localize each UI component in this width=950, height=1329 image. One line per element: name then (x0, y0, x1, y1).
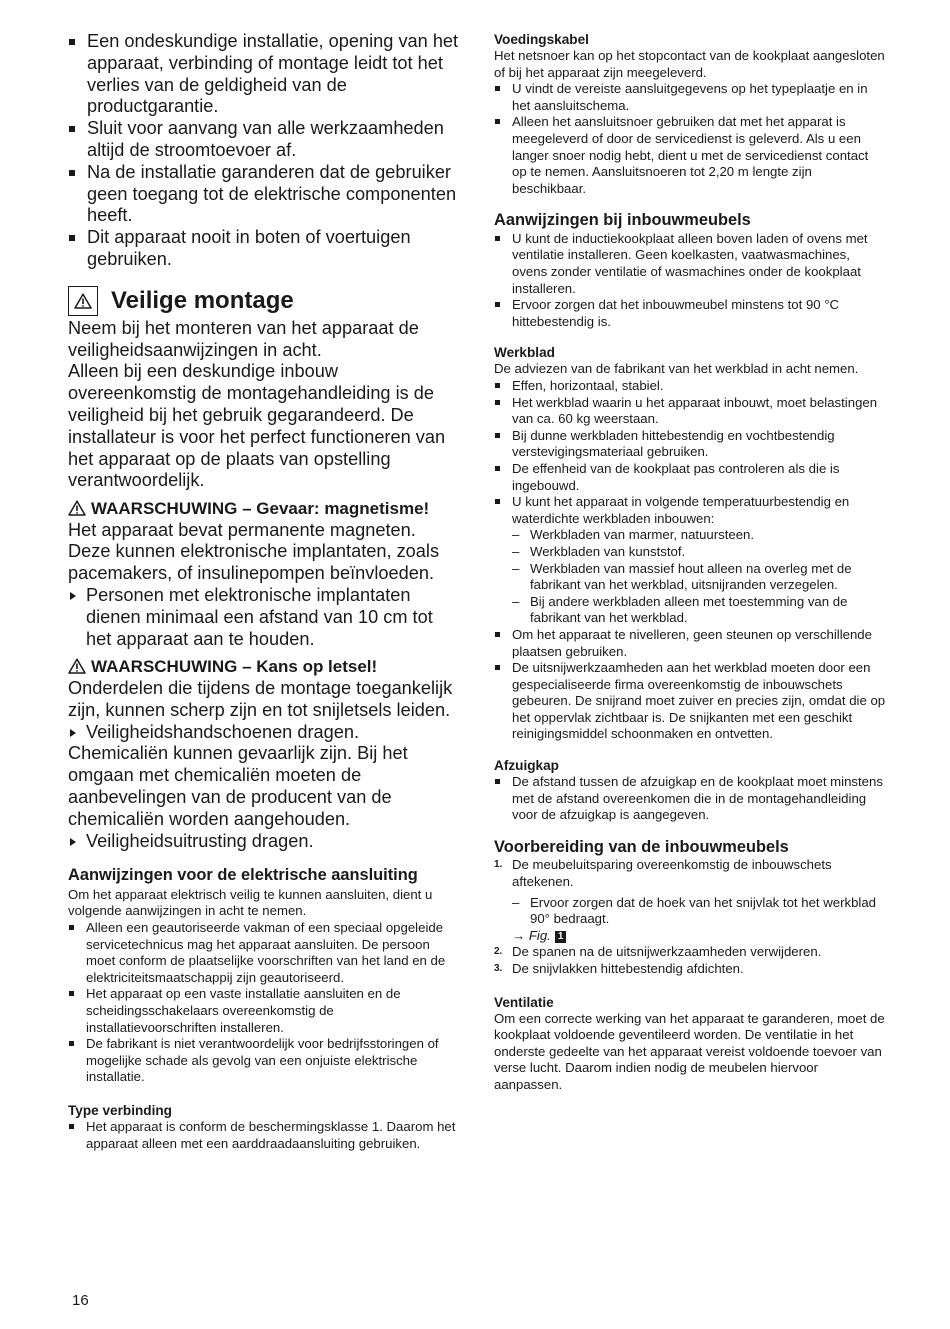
list-item: Ervoor zorgen dat het inbouwmeubel minstens tot 90 °C hittebestendig is. (494, 297, 886, 330)
list-item: De effenheid van de kookplaat pas controleren als die is ingebouwd. (494, 461, 886, 494)
step-text: De spanen na de uitsnijwerkzaamheden verwijderen. (512, 944, 822, 960)
step-dash-list (512, 895, 886, 928)
warning-triangle-icon (68, 500, 86, 516)
warning-text: Onderdelen die tijdens de montage toegankelijk zijn, kunnen scherp zijn en tot snijletsels leiden. (68, 677, 453, 720)
list-item: Het werkblad waarin u het apparaat inbouwt, moet belastingen van ca. 60 kg weerstaan. (494, 395, 886, 428)
step-text: Veiligheidshandschoenen dragen. (86, 721, 360, 742)
step-number: 3. (494, 962, 503, 974)
subheading-werkblad: Werkblad (494, 345, 555, 361)
numbered-step (494, 944, 886, 961)
step-arrow-icon (70, 592, 76, 600)
voorbereiding-step-list (494, 857, 886, 977)
step-text: Veiligheidsuitrusting dragen. (86, 830, 314, 851)
subheading-afzuigkap: Afzuigkap (494, 758, 559, 774)
right-column (494, 31, 886, 1093)
list-item: Alleen een geautoriseerde vakman of een speciaal opgeleide servicetechnicus mag het apparaat aansluiten. De persoon moet conform de plaatselijke voorschriften van het land en de elektriciteitsmaatschappij zijn geautoriseerd. (68, 920, 460, 986)
figure-number-badge: 1 (555, 931, 567, 943)
dash-item: – Werkbladen van massief hout alleen na overleg met de fabrikant van het werkblad, uitsnijranden verzegelen. (512, 561, 886, 594)
afzuig-bullet-list (494, 774, 886, 824)
dash-item: – Werkbladen van kunststof. (512, 544, 886, 561)
list-item: Sluit voor aanvang van alle werkzaamheden altijd de stroomtoevoer af. (68, 118, 460, 162)
paragraph: Neem bij het monteren van het apparaat de veiligheidsaanwijzingen in acht. (68, 317, 419, 360)
warning-box-icon (68, 286, 98, 316)
step-arrow-icon (70, 729, 76, 737)
subheading-ventilatie: Ventilatie (494, 994, 554, 1010)
list-item (494, 494, 886, 627)
heading-text: Veilige montage (111, 286, 294, 314)
dash-item: – Ervoor zorgen dat de hoek van het snijvlak tot het werkblad 90° bedraagt. (512, 895, 886, 928)
numbered-step (494, 857, 886, 944)
werkblad-bullet-list (494, 378, 886, 743)
dash-item: – Bij andere werkbladen alleen met toestemming van de fabrikant van het werkblad. (512, 594, 886, 627)
section-heading-veilige-montage (68, 286, 460, 316)
figure-reference (512, 928, 886, 945)
paragraph: Om een correcte werking van het apparaat te garanderen, moet de kookplaat voldoende geventileerd worden. De ventilatie in het onderste gedeelte van het apparaat vereist voldoende toevoer van verse lucht. Daarom indien nodig de meubelen hiervoor aanpassen. (494, 1010, 885, 1092)
paragraph: Het netsnoer kan op het stopcontact van de kookplaat aangesloten of bij het apparaat zijn meegeleverd. (494, 48, 885, 80)
warning-text: Het apparaat bevat permanente magneten. Deze kunnen elektronische implantaten, zoals pacemakers, of insulinepompen beïnvloeden. (68, 519, 440, 584)
list-item: Dit apparaat nooit in boten of voertuigen gebruiken. (68, 227, 460, 271)
step-number: 2. (494, 946, 503, 958)
step-text: Personen met elektronische implantaten dienen minimaal een afstand van 10 cm tot het apparaat aan te houden. (86, 585, 433, 649)
warning-title: WAARSCHUWING – Gevaar: magnetisme! (91, 499, 430, 519)
list-item: Effen, horizontaal, stabiel. (494, 378, 886, 395)
step-number: 1. (494, 859, 503, 871)
subheading-type-verbinding: Type verbinding (68, 1102, 172, 1118)
instruction-step (68, 831, 460, 853)
step-text: De snijvlakken hittebestendig afdichten. (512, 960, 744, 976)
step-arrow-icon (70, 838, 76, 846)
instruction-step (68, 585, 460, 650)
warning-title: WAARSCHUWING – Kans op letsel! (91, 657, 378, 677)
intro-bullet-list (68, 31, 460, 271)
list-item: De uitsnijwerkzaamheden aan het werkblad moeten door een gespecialiseerde firma overeenkomstig de inbouwschets gebeuren. De snijrand moet zuiver en precies zijn, omdat die op het oppervlak zichtbaar is. De snijkanten met een geschikt reinigingsmiddel schoonmaken en ontvetten. (494, 660, 886, 743)
list-item: U vindt de vereiste aansluitgegevens op het typeplaatje en in het aansluitschema. (494, 81, 886, 114)
section-heading-voorbereiding: Voorbereiding van de inbouwmeubels (494, 837, 789, 856)
list-item: Een ondeskundige installatie, opening van het apparaat, verbinding of montage leidt tot het verlies van de geldigheid van de productgarantie. (68, 31, 460, 118)
warning-triangle-icon (74, 293, 92, 309)
step-text: De meubeluitsparing overeenkomstig de inbouwschets aftekenen. (512, 857, 832, 889)
warning-heading-injury (68, 656, 460, 678)
dash-item: – Werkbladen van marmer, natuursteen. (512, 527, 886, 544)
cable-bullet-list (494, 81, 886, 197)
warning-triangle-icon (68, 658, 86, 674)
section-heading-inbouw: Aanwijzingen bij inbouwmeubels (494, 211, 751, 230)
list-item: Het apparaat op een vaste installatie aansluiten en de scheidingsschakelaars overeenkomstig de installatievoorschriften installeren. (68, 986, 460, 1036)
list-item: De afstand tussen de afzuigkap en de kookplaat moet minstens met de afstand overeenkomen die in de montagehandleiding voor de afzuigkap is aangegeven. (494, 774, 886, 824)
subheading-voedingskabel: Voedingskabel (494, 32, 589, 47)
list-item: Na de installatie garanderen dat de gebruiker geen toegang tot de elektrische componenten heeft. (68, 162, 460, 227)
list-item: Om het apparaat te nivelleren, geen steunen op verschillende plaatsen gebruiken. (494, 627, 886, 660)
figure-ref-text: → Fig. (512, 927, 551, 943)
warning-text: Chemicaliën kunnen gevaarlijk zijn. Bij het omgaan met chemicaliën moeten de aanbevelingen van de producent van de chemicaliën worden aangehouden. (68, 743, 408, 829)
list-item: Alleen het aansluitsnoer gebruiken dat met het apparat is meegeleverd of door de servicedienst is geleverd. Als u een langer snoer nodig hebt, dient u met de servicedienst contact op te nemen. Aansluitsnoeren tot 2,20 m lengte zijn beschikbaar. (494, 114, 886, 197)
list-item: Het apparaat is conform de beschermingsklasse 1. Daarom het apparaat alleen met een aarddraadaansluiting gebruiken. (68, 1119, 460, 1152)
paragraph: Alleen bij een deskundige inbouw overeenkomstig de montagehandleiding is de veiligheid bij het gebruik gegarandeerd. De installateur is voor het perfect functioneren van het apparaat op de plaats van opstelling verantwoordelijk. (68, 361, 446, 491)
list-item: U kunt de inductiekookplaat alleen boven laden of ovens met ventilatie installeren. Geen koelkasten, vaatwasmachines, ovens zonder ventilatie of wasmachines onder de kookplaat installeren. (494, 231, 886, 297)
type-bullet-list (68, 1119, 460, 1152)
werkblad-dash-list (512, 527, 886, 627)
paragraph: Om het apparaat elektrisch veilig te kunnen aansluiten, dient u volgende aanwijzingen in acht te nemen. (68, 886, 433, 919)
elec-bullet-list (68, 920, 460, 1086)
page-number: 16 (72, 1292, 89, 1309)
warning-heading-magnetism (68, 498, 460, 520)
left-column (68, 31, 460, 1152)
instruction-step (68, 722, 460, 744)
section-heading-elec: Aanwijzingen voor de elektrische aansluiting (68, 866, 418, 885)
inbouw-bullet-list (494, 231, 886, 331)
numbered-step (494, 961, 886, 978)
paragraph: De adviezen van de fabrikant van het werkblad in acht nemen. (494, 361, 859, 377)
list-item-text: U kunt het apparaat in volgende temperatuurbestendig en waterdichte werkbladen inbouwen: (512, 494, 850, 526)
list-item: De fabrikant is niet verantwoordelijk voor bedrijfsstoringen of mogelijke schade als gevolg van een onjuiste elektrische installatie. (68, 1036, 460, 1086)
list-item: Bij dunne werkbladen hittebestendig en vochtbestendig verstevigingsmateriaal gebruiken. (494, 428, 886, 461)
